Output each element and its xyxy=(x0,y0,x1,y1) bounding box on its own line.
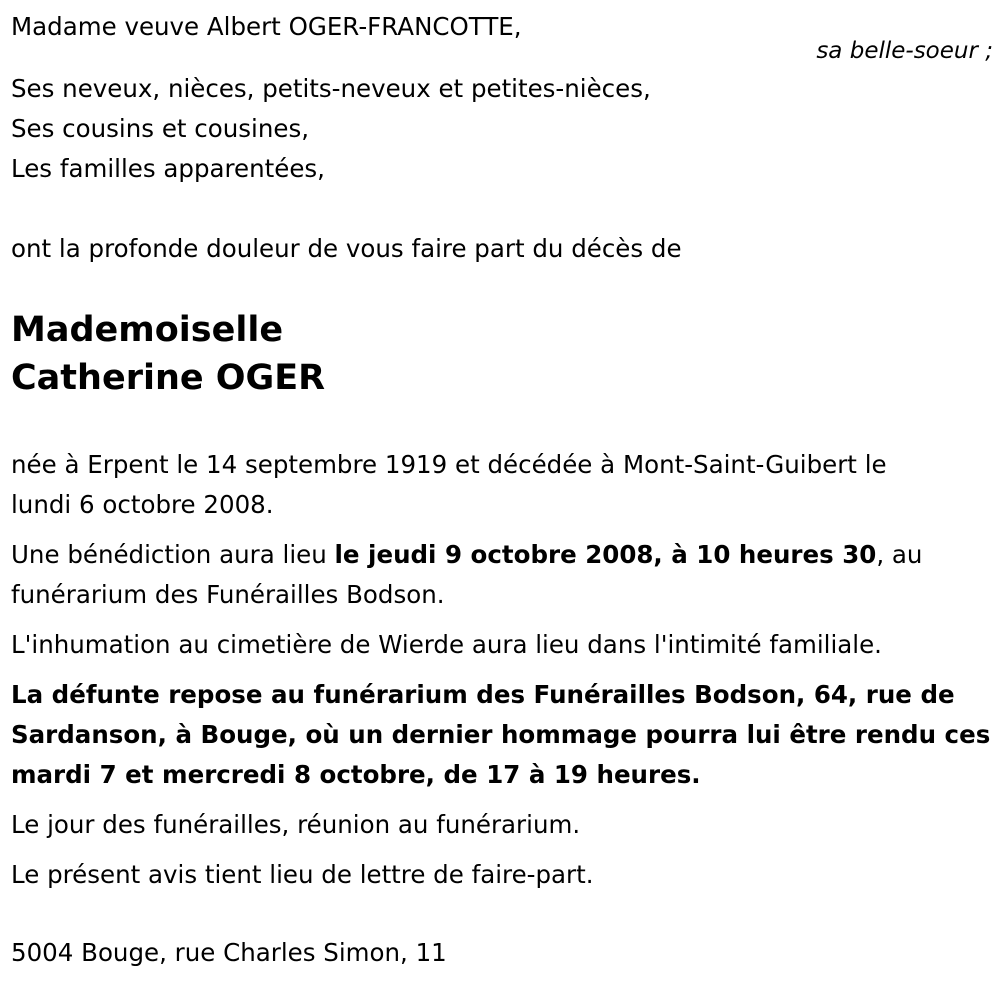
blessing-suffix: , au xyxy=(876,540,923,569)
relation-label: sa belle-soeur ; xyxy=(816,38,993,64)
blessing-paragraph xyxy=(11,535,989,615)
announcement-intro: ont la profonde douleur de vous faire part du décès de xyxy=(11,234,682,263)
notice-line: Le présent avis tient lieu de lettre de faire-part. xyxy=(11,860,594,889)
relatives-list xyxy=(11,69,651,189)
notice-body xyxy=(11,445,989,905)
repose-paragraph xyxy=(11,675,989,795)
repose-line-2: Sardanson, à Bouge, où un dernier hommage pourra lui être rendu ces xyxy=(11,720,991,749)
deceased-name: Catherine OGER xyxy=(11,358,326,398)
deceased-title: Mademoiselle xyxy=(11,310,284,350)
burial-line: L'inhumation au cimetière de Wierde aura lieu dans l'intimité familiale. xyxy=(11,630,882,659)
blessing-datetime: le jeudi 9 octobre 2008, à 10 heures 30 xyxy=(334,540,877,569)
blessing-line-2: funérarium des Funérailles Bodson. xyxy=(11,580,445,609)
relatives-cousins-line: Ses cousins et cousines, xyxy=(11,114,309,143)
blessing-line-1 xyxy=(11,535,989,575)
widow-line: Madame veuve Albert OGER-FRANCOTTE, xyxy=(11,12,522,41)
burial-paragraph xyxy=(11,625,989,665)
birth-death-line-2: lundi 6 octobre 2008. xyxy=(11,490,274,519)
repose-line-1: La défunte repose au funérarium des Funérailles Bodson, 64, rue de xyxy=(11,680,955,709)
blessing-prefix: Une bénédiction aura lieu xyxy=(11,540,335,569)
birth-death-paragraph xyxy=(11,445,989,525)
family-address: 5004 Bouge, rue Charles Simon, 11 xyxy=(11,938,447,967)
meeting-line: Le jour des funérailles, réunion au funérarium. xyxy=(11,810,581,839)
meeting-paragraph xyxy=(11,805,989,845)
relatives-families-line: Les familles apparentées, xyxy=(11,154,325,183)
relatives-nephews-line: Ses neveux, nièces, petits-neveux et petites-nièces, xyxy=(11,74,651,103)
repose-line-3: mardi 7 et mercredi 8 octobre, de 17 à 19 heures. xyxy=(11,760,701,789)
birth-death-line-1: née à Erpent le 14 septembre 1919 et décédée à Mont-Saint-Guibert le xyxy=(11,450,887,479)
notice-paragraph xyxy=(11,855,989,895)
deceased-name-block xyxy=(11,306,325,402)
